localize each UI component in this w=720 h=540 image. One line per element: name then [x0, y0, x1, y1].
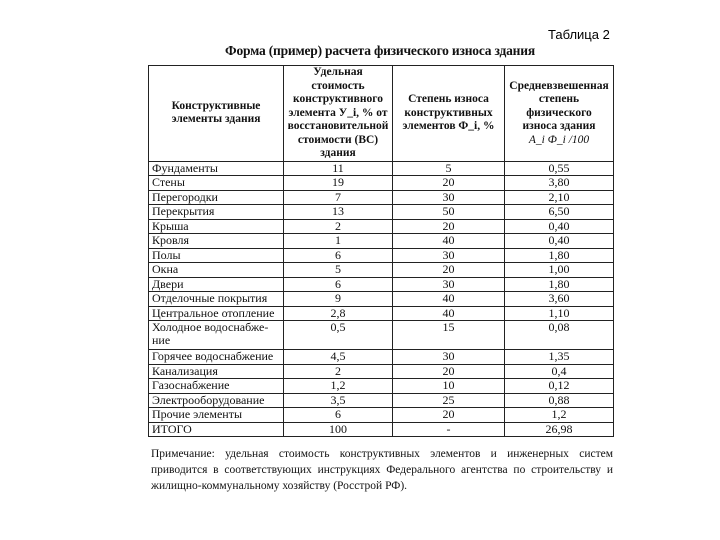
cell-weighted: 2,10	[505, 190, 614, 205]
cell-weighted: 0,08	[505, 321, 614, 350]
table-body	[149, 161, 614, 437]
table-header-row	[149, 66, 614, 162]
cell-name: Фундаменты	[149, 161, 284, 176]
cell-share: 7	[284, 190, 393, 205]
table-row	[149, 219, 614, 234]
cell-name: Отделочные покрытия	[149, 292, 284, 307]
cell-wear: 30	[393, 350, 505, 365]
table-row	[149, 176, 614, 191]
cell-share: 0,5	[284, 321, 393, 350]
cell-weighted: 26,98	[505, 422, 614, 437]
cell-share: 6	[284, 408, 393, 423]
cell-weighted: 1,35	[505, 350, 614, 365]
table-row	[149, 277, 614, 292]
cell-name: Холодное водоснабже-ние	[149, 321, 284, 350]
cell-weighted: 1,80	[505, 277, 614, 292]
cell-share: 1	[284, 234, 393, 249]
cell-wear: 25	[393, 393, 505, 408]
cell-name: Крыша	[149, 219, 284, 234]
cell-wear: -	[393, 422, 505, 437]
table-row	[149, 379, 614, 394]
cell-name: Электрооборудование	[149, 393, 284, 408]
cell-wear: 40	[393, 234, 505, 249]
cell-wear: 10	[393, 379, 505, 394]
cell-wear: 20	[393, 263, 505, 278]
cell-share: 2,8	[284, 306, 393, 321]
cell-wear: 20	[393, 219, 505, 234]
cell-weighted: 0,55	[505, 161, 614, 176]
cell-share: 5	[284, 263, 393, 278]
cell-wear: 20	[393, 176, 505, 191]
cell-weighted: 3,80	[505, 176, 614, 191]
cell-share: 100	[284, 422, 393, 437]
cell-wear: 30	[393, 277, 505, 292]
cell-name: Центральное отопление	[149, 306, 284, 321]
cell-name: Окна	[149, 263, 284, 278]
cell-weighted: 6,50	[505, 205, 614, 220]
table-number-label: Таблица 2	[548, 27, 610, 42]
cell-wear: 20	[393, 364, 505, 379]
cell-name: Горячее водоснабжение	[149, 350, 284, 365]
table-row	[149, 321, 614, 350]
cell-name: Перегородки	[149, 190, 284, 205]
cell-weighted: 1,80	[505, 248, 614, 263]
table-row	[149, 364, 614, 379]
cell-name: ИТОГО	[149, 422, 284, 437]
cell-share: 19	[284, 176, 393, 191]
table-row	[149, 408, 614, 423]
table-total-row	[149, 422, 614, 437]
cell-name: Полы	[149, 248, 284, 263]
cell-share: 6	[284, 277, 393, 292]
cell-name: Двери	[149, 277, 284, 292]
cell-share: 4,5	[284, 350, 393, 365]
cell-weighted: 0,12	[505, 379, 614, 394]
header-wear-degree: Степень износа конструктивных элементов Ф_i, %	[393, 66, 505, 162]
table-row	[149, 248, 614, 263]
cell-share: 11	[284, 161, 393, 176]
cell-weighted: 0,88	[505, 393, 614, 408]
table-row	[149, 263, 614, 278]
table-title: Форма (пример) расчета физического износа здания	[225, 43, 535, 58]
cell-weighted: 3,60	[505, 292, 614, 307]
cell-share: 2	[284, 219, 393, 234]
cell-weighted: 0,40	[505, 219, 614, 234]
cell-wear: 15	[393, 321, 505, 350]
cell-share: 13	[284, 205, 393, 220]
table-row	[149, 393, 614, 408]
cell-name: Перекрытия	[149, 205, 284, 220]
header-weighted-wear: Средневзвешенная степень физического износа здания A_i Ф_i /100	[505, 66, 614, 162]
cell-weighted: 1,00	[505, 263, 614, 278]
cell-name: Стены	[149, 176, 284, 191]
cell-name: Канализация	[149, 364, 284, 379]
cell-wear: 50	[393, 205, 505, 220]
cell-share: 1,2	[284, 379, 393, 394]
table-footnote: Примечание: удельная стоимость конструктивных элементов и инженерных систем приводится в соответствующих инструкциях Федерального агентства по строительству и жилищно-коммунальному хозяйству (Росстрой РФ).	[151, 448, 613, 492]
cell-share: 2	[284, 364, 393, 379]
cell-wear: 30	[393, 248, 505, 263]
cell-name: Кровля	[149, 234, 284, 249]
cell-wear: 40	[393, 306, 505, 321]
weighted-formula: A_i Ф_i /100	[528, 133, 590, 146]
cell-wear: 5	[393, 161, 505, 176]
table-row	[149, 292, 614, 307]
table-row	[149, 234, 614, 249]
table-row	[149, 161, 614, 176]
cell-weighted: 1,2	[505, 408, 614, 423]
cell-wear: 40	[393, 292, 505, 307]
cell-weighted: 0,40	[505, 234, 614, 249]
table-row	[149, 205, 614, 220]
cell-share: 9	[284, 292, 393, 307]
wear-calculation-table	[148, 65, 614, 437]
cell-weighted: 1,10	[505, 306, 614, 321]
cell-share: 6	[284, 248, 393, 263]
cell-wear: 20	[393, 408, 505, 423]
header-elements: Конструктивные элементы здания	[149, 66, 284, 162]
cell-name: Газоснабжение	[149, 379, 284, 394]
table-row	[149, 190, 614, 205]
table-row	[149, 306, 614, 321]
cell-wear: 30	[393, 190, 505, 205]
cell-share: 3,5	[284, 393, 393, 408]
table-row	[149, 350, 614, 365]
cell-name: Прочие элементы	[149, 408, 284, 423]
cell-weighted: 0,4	[505, 364, 614, 379]
header-unit-cost: Удельная стоимость конструктивного элемента У_i, % от восстановительной стоимости (ВС) здания	[284, 66, 393, 162]
